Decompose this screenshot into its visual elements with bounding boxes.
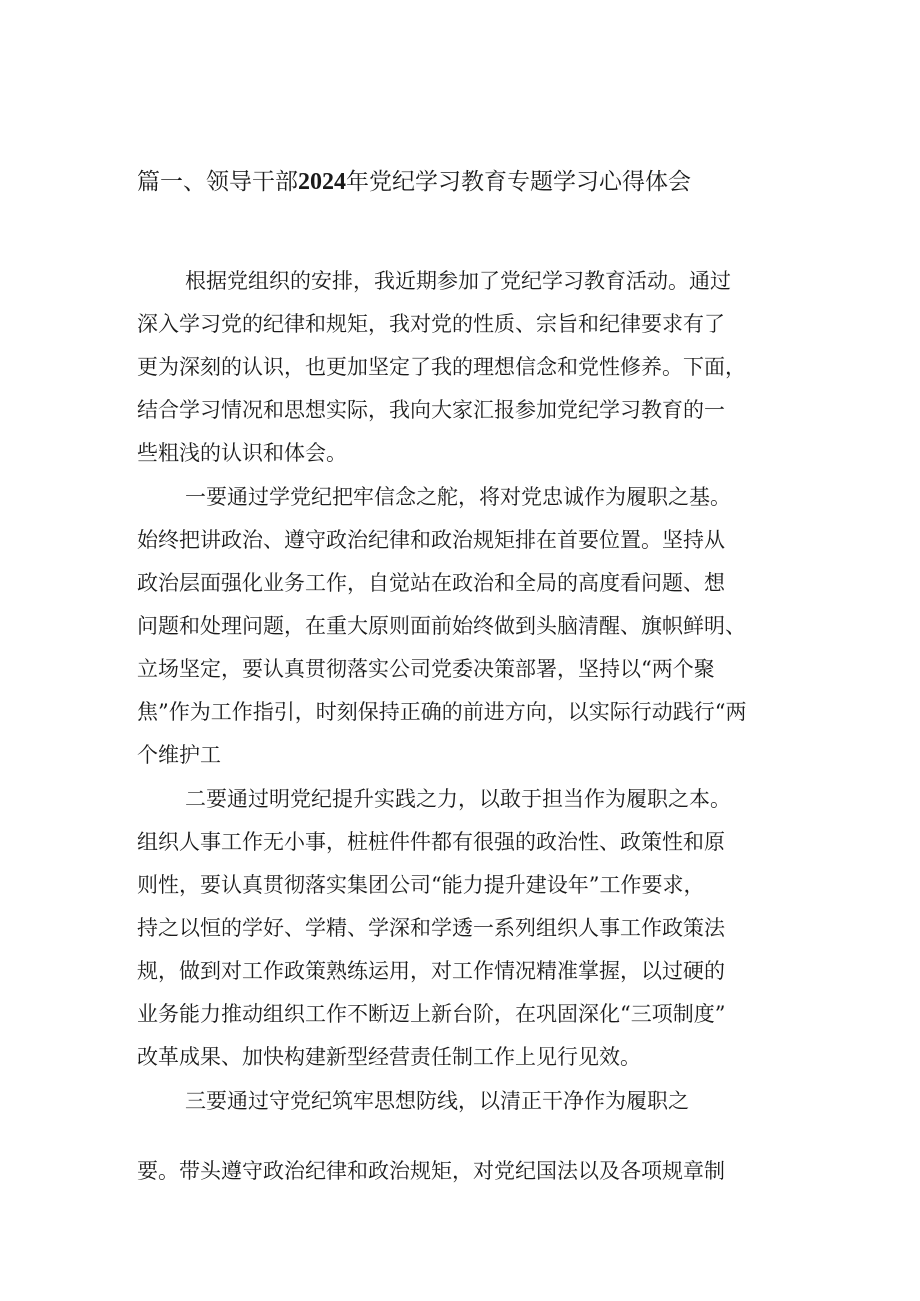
body-line: 要。带头遵守政治纪律和政治规矩，对党纪国法以及各项规章制: [137, 1159, 725, 1183]
body-line: 焦”作为工作指引，时刻保持正确的前进方向，以实际行动践行“两: [137, 700, 747, 724]
body-line: 则性，要认真贯彻落实集团公司“能力提升建设年”工作要求，: [137, 873, 705, 897]
document-title: [137, 163, 691, 196]
title-suffix: 年党纪学习教育专题学习心得体会: [346, 169, 691, 195]
body-line: 些粗浅的认识和体会。: [137, 441, 347, 465]
body-line: 业务能力推动组织工作不断迈上新台阶，在巩固深化“三项制度”: [137, 1002, 726, 1026]
body-line: 持之以恒的学好、学精、学深和学透一系列组织人事工作政策法: [137, 916, 725, 940]
title-prefix: 篇一、领导干部: [137, 169, 298, 195]
body-line: 二要通过明党纪提升实践之力，以敢于担当作为履职之本。: [185, 787, 731, 811]
body-line: 三要通过守党纪筑牢思想防线，以清正干净作为履职之: [185, 1089, 689, 1113]
body-line: 组织人事工作无小事，桩桩件件都有很强的政治性、政策性和原: [137, 830, 725, 854]
body-line: 始终把讲政治、遵守政治纪律和政治规矩排在首要位置。坚持从: [137, 528, 725, 552]
body-line: 立场坚定，要认真贯彻落实公司党委决策部署，坚持以“两个聚: [137, 657, 715, 681]
body-line: 个维护工: [137, 743, 221, 767]
body-line: 结合学习情况和思想实际，我向大家汇报参加党纪学习教育的一: [137, 398, 725, 422]
title-year: 2024: [298, 169, 346, 195]
body-line: 深入学习党的纪律和规矩，我对党的性质、宗旨和纪律要求有了: [137, 312, 725, 336]
body-line: 一要通过学党纪把牢信念之舵，将对党忠诚作为履职之基。: [185, 485, 731, 509]
body-line: 改革成果、加快构建新型经营责任制工作上见行见效。: [137, 1045, 641, 1069]
body-line: 政治层面强化业务工作，自觉站在政治和全局的高度看问题、想: [137, 571, 725, 595]
body-line: 规，做到对工作政策熟练运用，对工作情况精准掌握，以过硬的: [137, 959, 725, 983]
body-line: 根据党组织的安排，我近期参加了党纪学习教育活动。通过: [185, 269, 731, 293]
body-line: 更为深刻的认识，也更加坚定了我的理想信念和党性修养。下面，: [137, 355, 746, 379]
body-line: 问题和处理问题，在重大原则面前始终做到头脑清醒、旗帜鲜明、: [137, 614, 746, 638]
